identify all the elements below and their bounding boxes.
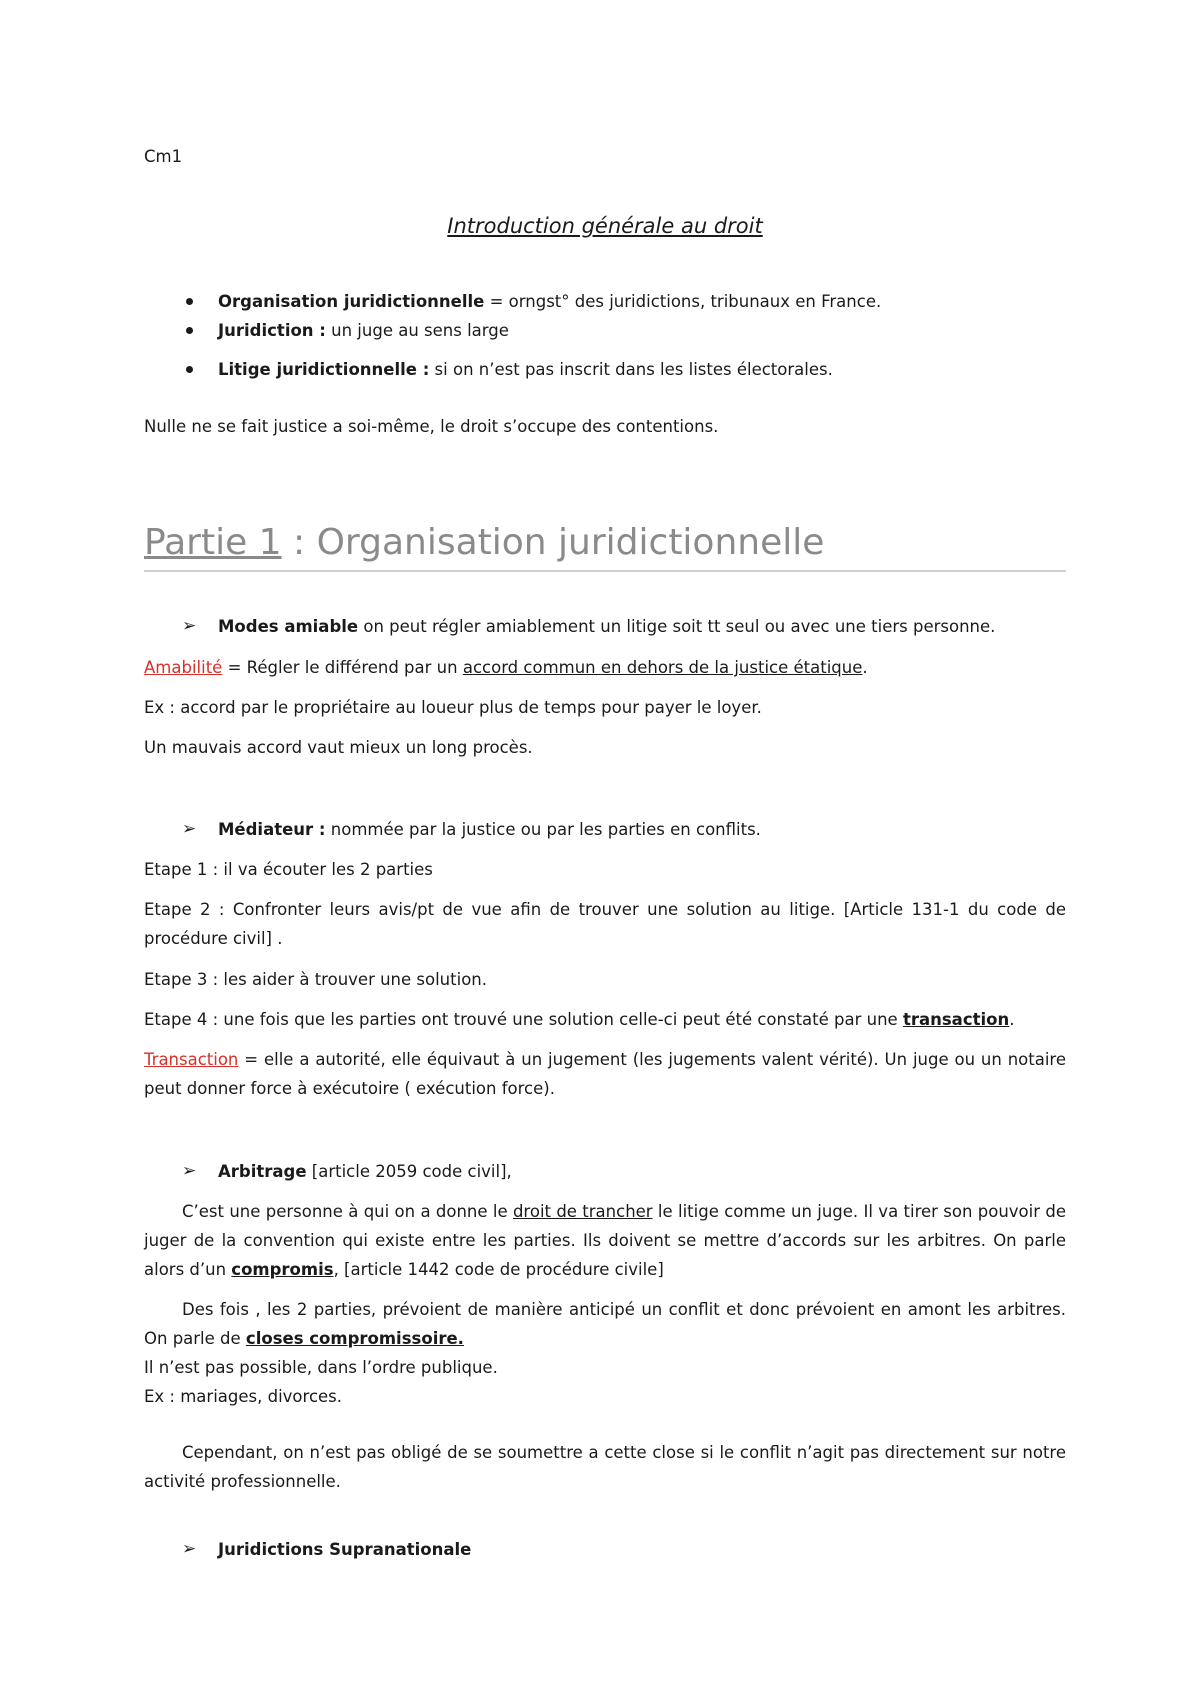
step-4-end: . [1009, 1010, 1015, 1029]
definition-transaction [144, 1045, 1066, 1103]
definition-amabilite [144, 653, 1066, 682]
part-heading-rest: : Organisation juridictionnelle [281, 522, 825, 563]
section-text: nommée par la justice ou par les parties en conflits. [325, 820, 761, 839]
step-1: Etape 1 : il va écouter les 2 parties [144, 860, 433, 879]
bullet-text: si on n’est pas inscrit dans les listes électorales. [429, 360, 833, 379]
header-label: Cm1 [144, 147, 183, 166]
section-term: Modes amiable [218, 617, 359, 636]
arrow-icon: ➢ [182, 1161, 197, 1181]
section-text: [article 2059 code civil], [306, 1162, 512, 1181]
underlined-text: droit de trancher [512, 1202, 653, 1221]
arrow-icon: ➢ [182, 1539, 197, 1559]
arbitrage-line-3: Ex : mariages, divorces. [144, 1387, 343, 1406]
definition-text: = Régler le différend par un [222, 658, 463, 677]
section-term: Médiateur : [218, 820, 326, 839]
arbitrage-line-2: Il n’est pas possible, dans l’ordre publique. [144, 1358, 498, 1377]
paragraph-text: le litige comme un juge. Il va tirer son pouvoir de juger de la convention qui existe entre les parties. Ils doivent se mettre d’accords sur les arbitres. On parle alors d’un [144, 1202, 1066, 1279]
arrow-icon: ➢ [182, 819, 197, 839]
document-title: Introduction générale au droit [447, 214, 763, 238]
bullet-term: Litige juridictionnelle : [218, 360, 430, 379]
red-term: Transaction [144, 1050, 239, 1069]
part-heading-lead: Partie 1 [144, 522, 282, 563]
bold-underlined-term: compromis [231, 1260, 334, 1279]
definition-end: . [862, 658, 868, 677]
step-4-term: transaction [902, 1010, 1010, 1029]
definition-text: = elle a autorité, elle équivaut à un jugement (les jugements valent vérité). Un juge ou un notaire peut donner force à exécutoire ( exécution force). [144, 1050, 1066, 1098]
intro-line: Nulle ne se fait justice a soi-même, le droit s’occupe des contentions. [144, 417, 719, 436]
bullet-icon [186, 327, 193, 334]
bold-underlined-term: closes compromissoire. [245, 1329, 464, 1348]
part-heading [144, 520, 1066, 572]
section-term: Arbitrage [218, 1162, 307, 1181]
example-line: Ex : accord par le propriétaire au loueur plus de temps pour payer le loyer. [144, 698, 762, 717]
section-term: Juridictions Supranationale [218, 1540, 472, 1559]
underlined-text: accord commun en dehors de la justice étatique [462, 658, 863, 677]
arbitrage-paragraph-1 [144, 1197, 1066, 1284]
bullet-icon [186, 298, 193, 305]
paragraph-text: C’est une personne à qui on a donne le [182, 1202, 513, 1221]
step-4-text: Etape 4 : une fois que les parties ont trouvé une solution celle-ci peut été constaté par une [144, 1010, 903, 1029]
bullet-term: Organisation juridictionnelle [218, 292, 485, 311]
quote-line: Un mauvais accord vaut mieux un long procès. [144, 738, 533, 757]
arbitrage-paragraph-2 [144, 1295, 1066, 1353]
paragraph-text: Des fois , les 2 parties, prévoient de manière anticipé un conflit et donc prévoient en amont les arbitres. On parle de [144, 1300, 1066, 1348]
red-term: Amabilité [144, 658, 223, 677]
paragraph-text: , [article 1442 code de procédure civile] [333, 1260, 664, 1279]
bullet-text: un juge au sens large [325, 321, 509, 340]
section-text: on peut régler amiablement un litige soit tt seul ou avec une tiers personne. [358, 617, 996, 636]
bullet-term: Juridiction : [218, 321, 326, 340]
arbitrage-paragraph-3: Cependant, on n’est pas obligé de se soumettre a cette close si le conflit n’agit pas directement sur notre activité professionnelle. [144, 1443, 1066, 1491]
arrow-icon: ➢ [182, 616, 197, 636]
bullet-text: = orngst° des juridictions, tribunaux en France. [484, 292, 882, 311]
step-2: Etape 2 : Confronter leurs avis/pt de vue afin de trouver une solution au litige. [Article 131-1 du code de procédure civil] . [144, 900, 1066, 948]
bullet-icon [186, 366, 193, 373]
step-4 [144, 1005, 1066, 1034]
step-3: Etape 3 : les aider à trouver une solution. [144, 970, 487, 989]
